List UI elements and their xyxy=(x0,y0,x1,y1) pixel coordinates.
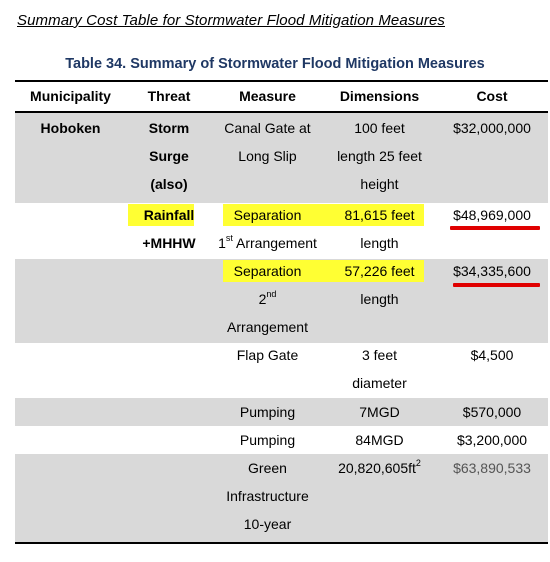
cell-dimensions-line: length xyxy=(360,235,399,251)
header-bottom-rule xyxy=(15,111,548,113)
cell-measure-line: Infrastructure xyxy=(226,488,309,504)
cell-threat-line: (also) xyxy=(150,176,188,192)
cell-dimensions-line: 3 feet xyxy=(361,347,398,363)
header-cost: Cost xyxy=(476,88,508,104)
cell-measure: Flap Gate xyxy=(236,347,299,363)
header-threat: Threat xyxy=(147,88,191,104)
cell-dimensions-line: length xyxy=(360,291,399,307)
cell-cost: $34,335,600 xyxy=(453,263,531,279)
cell-threat-line: Surge xyxy=(149,148,189,164)
red-underline-cost-34335600 xyxy=(453,283,540,287)
cell-dimensions-line: 57,226 feet xyxy=(344,263,415,279)
cell-dimensions-line: length 25 feet xyxy=(337,148,422,164)
cell-dimensions-line: height xyxy=(360,176,399,192)
cell-dimensions: 7MGD xyxy=(359,404,400,420)
cell-measure-line: Separation xyxy=(233,263,302,279)
header-municipality: Municipality xyxy=(30,88,111,104)
document-heading: Summary Cost Table for Stormwater Flood Mitigation Measures xyxy=(17,12,446,29)
cell-municipality-hoboken: Hoboken xyxy=(40,120,101,136)
cell-threat-line: Storm xyxy=(148,120,190,136)
cell-measure: Pumping xyxy=(239,432,296,448)
cell-cost: $570,000 xyxy=(462,404,522,420)
cell-cost: $3,200,000 xyxy=(456,432,528,448)
cell-measure-line: Canal Gate at xyxy=(224,120,311,136)
cell-measure-arrangement: 1st Arrangement xyxy=(218,233,317,251)
cell-measure: Pumping xyxy=(239,404,296,420)
header-measure: Measure xyxy=(239,88,296,104)
cell-cost: $32,000,000 xyxy=(453,120,531,136)
cell-dimensions-line: diameter xyxy=(352,375,407,391)
cell-cost: $63,890,533 xyxy=(453,460,531,476)
cell-threat-line: Rainfall xyxy=(143,207,195,223)
table-bottom-rule xyxy=(15,542,548,544)
cell-dimensions-line: 81,615 feet xyxy=(344,207,415,223)
red-underline-cost-48969000 xyxy=(450,226,540,230)
cell-measure-line: Long Slip xyxy=(238,148,297,164)
cell-dimensions: $20,820,605ft^2$ xyxy=(338,458,421,476)
cell-cost: $48,969,000 xyxy=(453,207,531,223)
header-dimensions: Dimensions xyxy=(339,88,420,104)
cell-measure-arrangement: 2nd xyxy=(258,289,277,307)
cell-dimensions-line: 100 feet xyxy=(354,120,405,136)
cell-cost: $4,500 xyxy=(470,347,514,363)
cell-measure-line: Separation xyxy=(233,207,302,223)
cell-measure-line: Arrangement xyxy=(227,319,308,335)
cell-threat-line: +MHHW xyxy=(142,235,196,251)
cell-measure-line: 10-year xyxy=(243,516,292,532)
cell-dimensions: 84MGD xyxy=(355,432,404,448)
table-caption: Table 34. Summary of Stormwater Flood Mitigation Measures xyxy=(65,56,485,72)
cell-measure-line: Green xyxy=(248,460,287,476)
